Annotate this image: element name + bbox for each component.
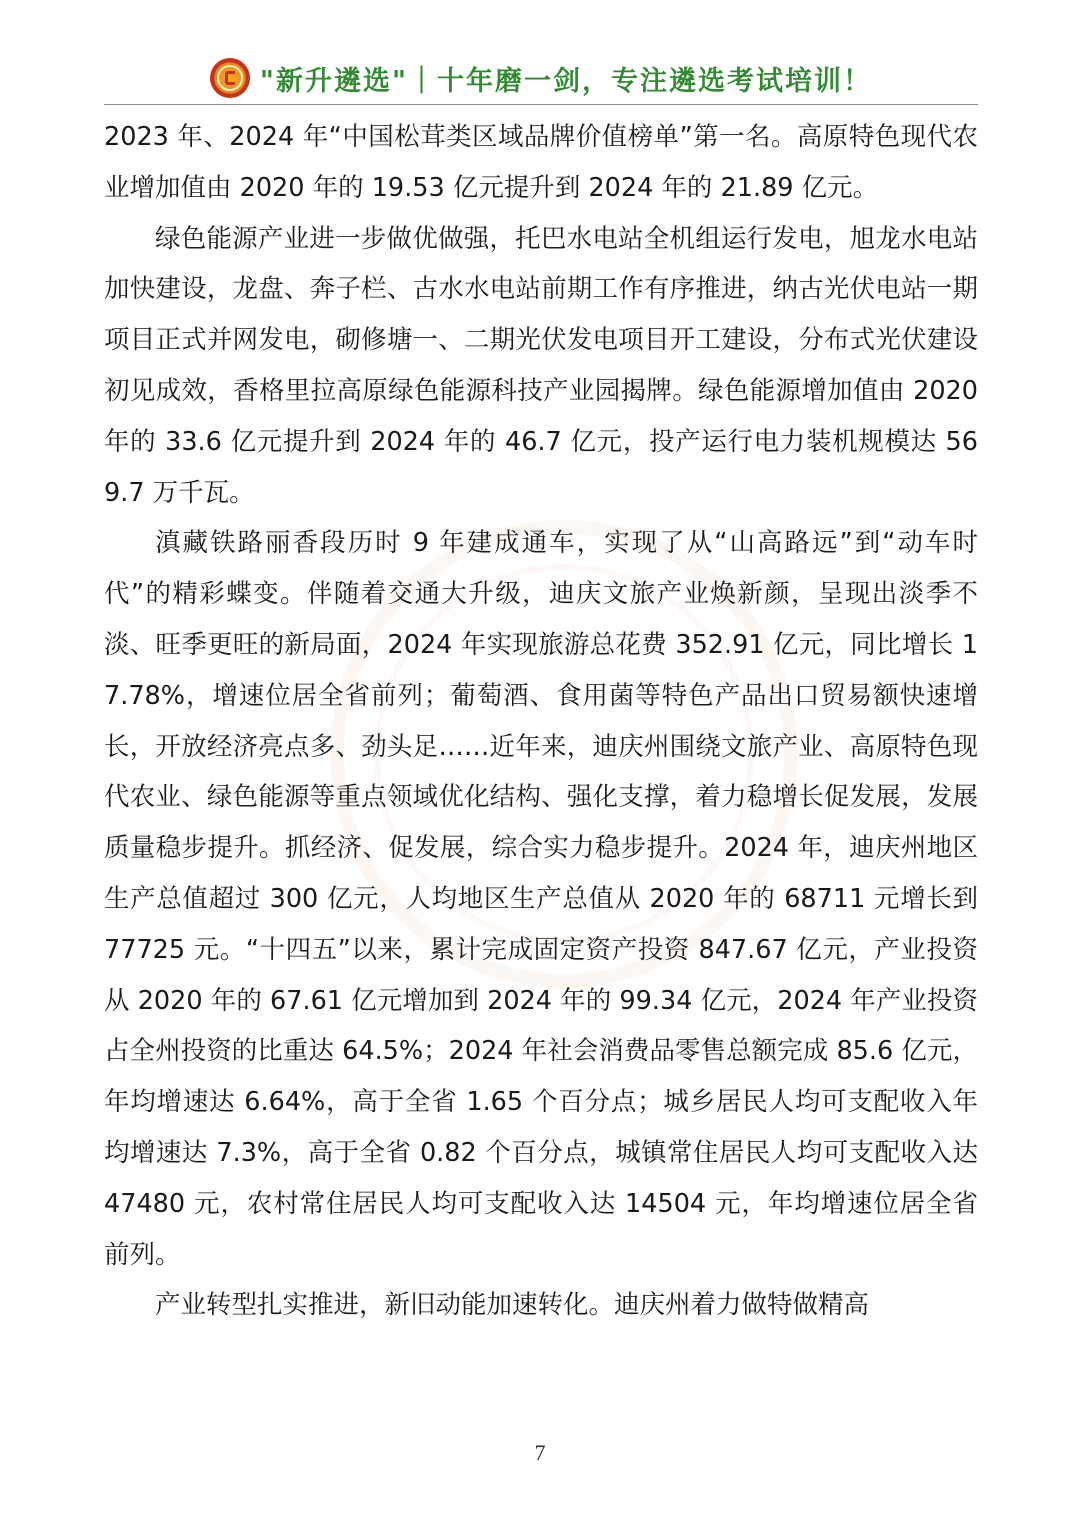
document-body [104,112,978,1331]
paragraph-4: 产业转型扎实推进，新旧动能加速转化。迪庆州着力做特做精高 [155,1290,870,1321]
page-number: 7 [534,1440,546,1465]
header-title: "新升遴选"｜十年磨一剑，专注遴选考试培训！ [259,65,873,97]
xinsheng-logo-icon [210,58,250,98]
paragraph-2: 绿色能源产业进一步做优做强，托巴水电站全机组运行发电，旭龙水电站加快建设，龙盘、奔子栏、古水水电站前期工作有序推进，纳古光伏电站一期项目正式并网发电，砌修塘一、二期光伏发电项目开工建设，分布式光伏建设初见成效，香格里拉高原绿色能源科技产业园揭牌。绿色能源增加值由 2020 年的 33.6 亿元提升到 2024 年的 46.7 亿元，投产运行电力装机规模达 569.7 万千瓦。 [104,223,978,508]
paragraph-1: 2023 年、2024 年“中国松茸类区域品牌价值榜单”第一名。高原特色现代农业增加值由 2020 年的 19.53 亿元提升到 2024 年的 21.89 亿元。 [104,122,978,203]
header-divider [104,104,978,105]
page-header [104,52,978,104]
paragraph-3: 滇藏铁路丽香段历时 9 年建成通车，实现了从“山高路远”到“动车时代”的精彩蝶变。伴随着交通大升级，迪庆文旅产业焕新颜，呈现出淡季不淡、旺季更旺的新局面，2024 年实现旅游总花费 352.91 亿元，同比增长 17.78%，增速位居全省前列；葡萄酒、食用菌等特色产品出口贸易额快速增长，开放经济亮点多、劲头足……近年来，迪庆州围绕文旅产业、高原特色现代农业、绿色能源等重点领域优化结构、强化支撑，着力稳增长促发展，发展质量稳步提升。抓经济、促发展，综合实力稳步提升。2024 年，迪庆州地区生产总值超过 300 亿元，人均地区生产总值从 2020 年的 68711 元增长到 77725 元。“十四五”以来，累计完成固定资产投资 847.67 亿元，产业投资从 2020 年的 67.61 亿元增加到 2024 年的 99.34 亿元，2024 年产业投资占全州投资的比重达 64.5%；2024 年社会消费品零售总额完成 85.6 亿元，年均增速达 6.64%，高于全省 1.65 个百分点；城乡居民人均可支配收入年均增速达 7.3%，高于全省 0.82 个百分点，城镇常住居民人均可支配收入达 47480 元，农村常住居民人均可支配收入达 14504 元，年均增速位居全省前列。 [104,528,978,1270]
